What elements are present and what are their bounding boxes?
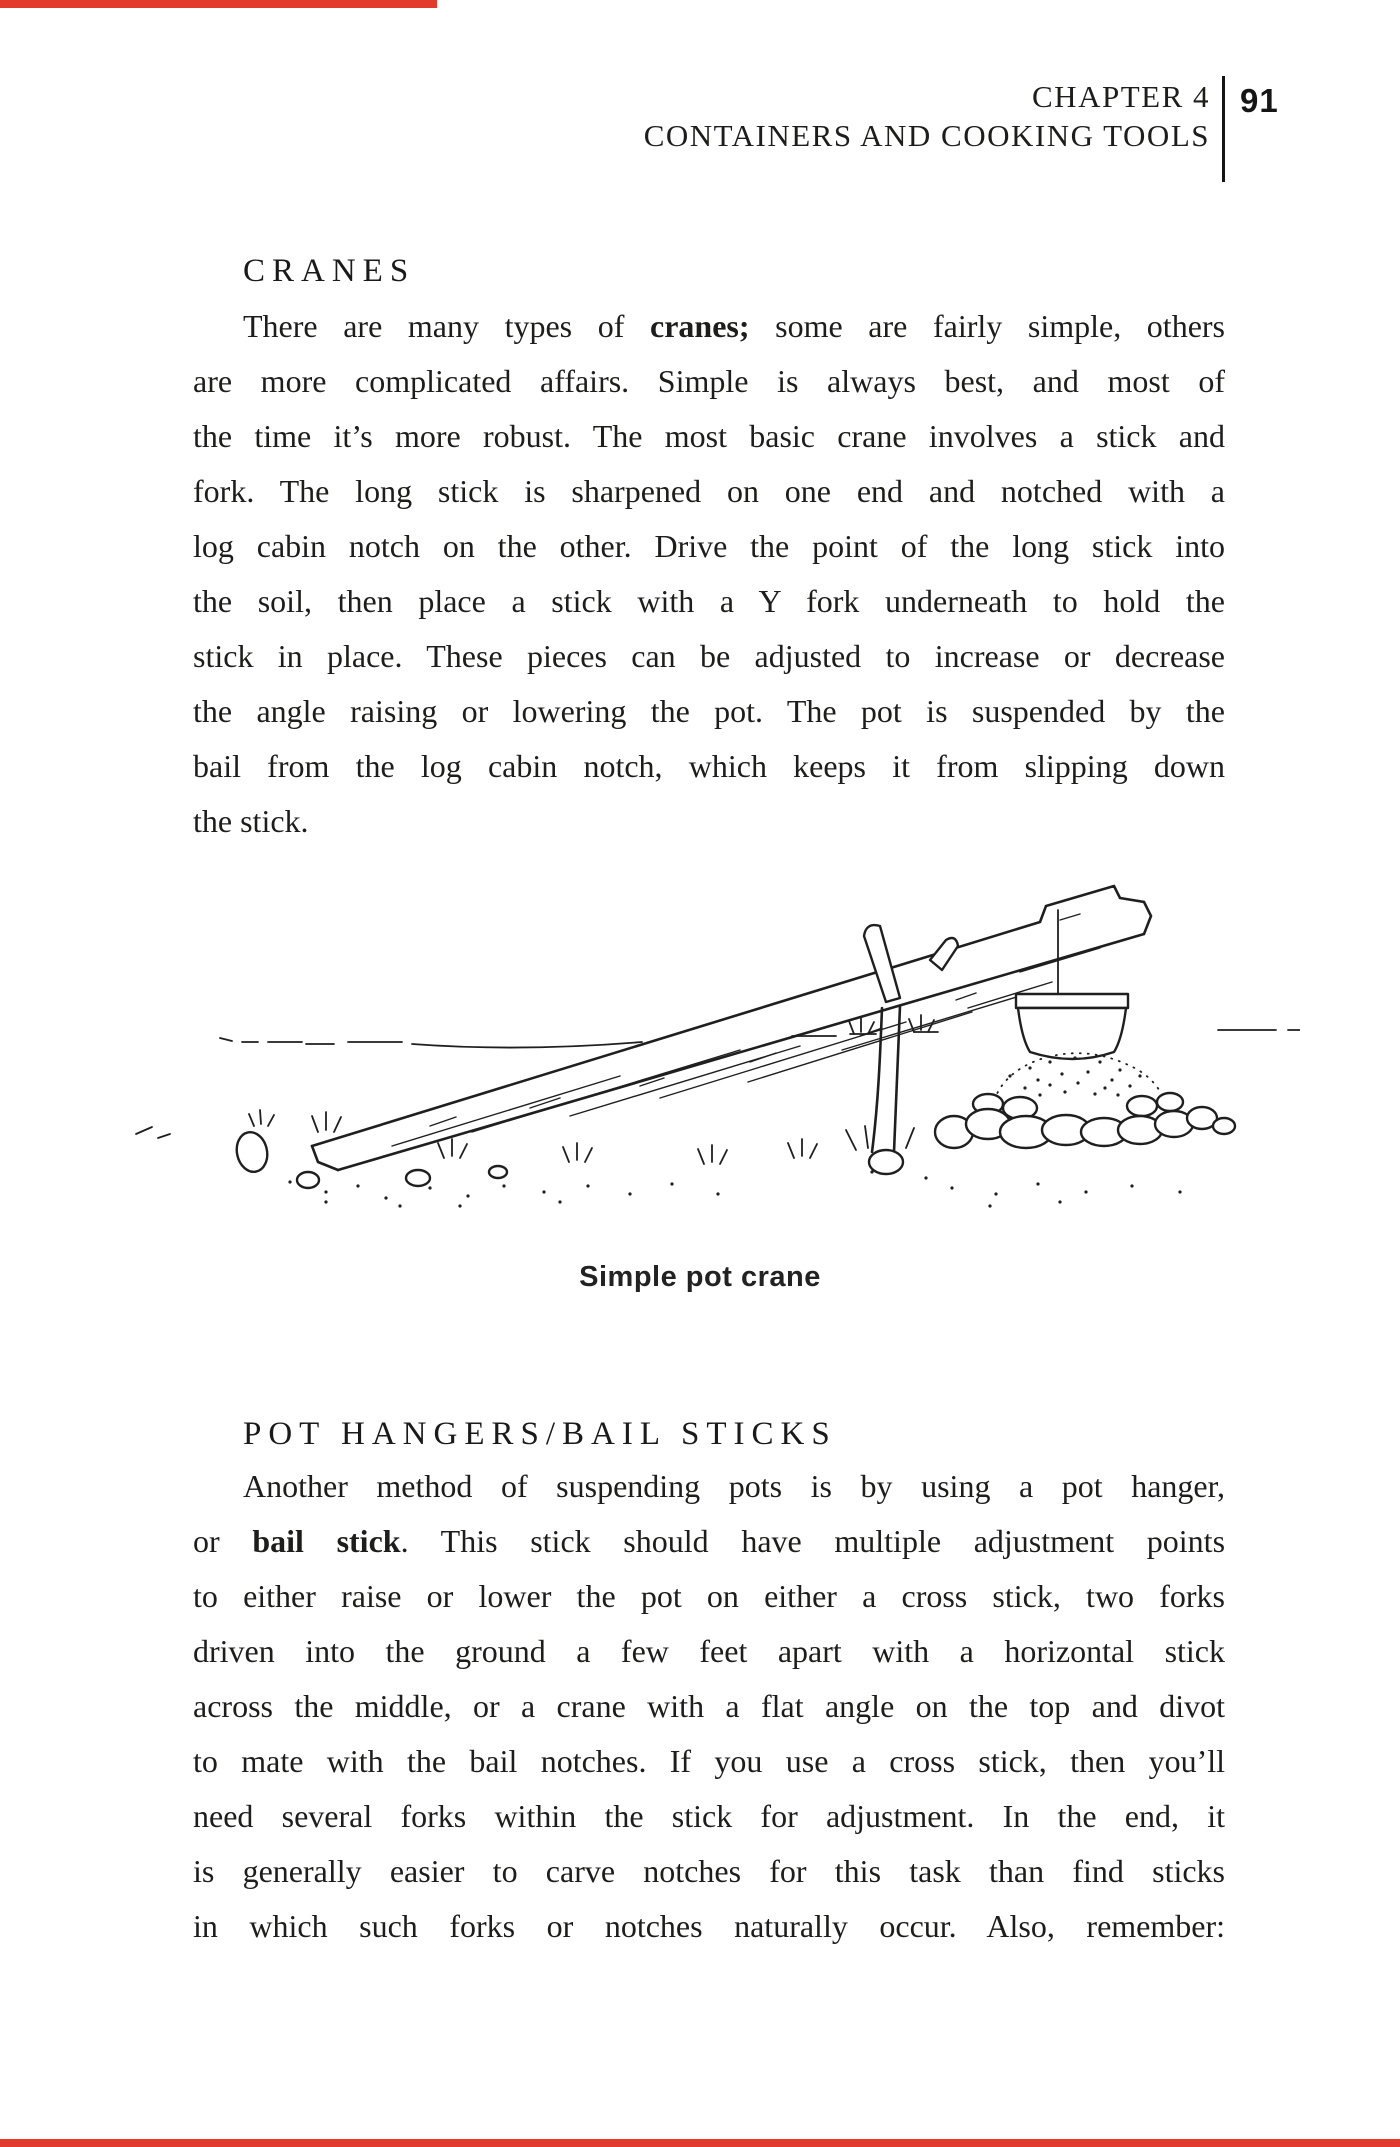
body-text-line: Another method of suspending pots is by using a pot hanger, (243, 1468, 1225, 1504)
body-text-line: There are many types of cranes; some are fairly simple, others (243, 308, 1226, 344)
section-heading-cranes: CRANES (243, 253, 416, 289)
body-text-line: bail from the log cabin notch, which keeps it from slipping down (193, 748, 1225, 784)
header-divider (1222, 76, 1225, 182)
body-text-line: the angle raising or lowering the pot. The pot is suspended by the (193, 693, 1225, 729)
body-text-line: are more complicated affairs. Simple is always best, and most of (193, 363, 1225, 399)
paragraph-cranes (193, 299, 1225, 849)
section-heading-pot-hangers: POT HANGERS/BAIL STICKS (243, 1416, 837, 1452)
body-text-line: is generally easier to carve notches for this task than find sticks (193, 1853, 1225, 1889)
body-text-line: the stick. (193, 803, 309, 839)
body-text-line: need several forks within the stick for adjustment. In the end, it (193, 1798, 1225, 1834)
body-text-line: the soil, then place a stick with a Y fork underneath to hold the (193, 583, 1225, 619)
body-text-line: to either raise or lower the pot on either a cross stick, two forks (193, 1578, 1225, 1614)
chapter-title: CONTAINERS AND COOKING TOOLS (643, 118, 1210, 153)
body-text-line: or bail stick. This stick should have multiple adjustment points (193, 1523, 1226, 1559)
body-text-line: driven into the ground a few feet apart with a horizontal stick (193, 1633, 1225, 1669)
figure-caption: Simple pot crane (579, 1261, 821, 1293)
chapter-label: CHAPTER 4 (1032, 79, 1210, 114)
pot-crane-illustration (100, 880, 1300, 1210)
page-number: 91 (1240, 82, 1279, 119)
running-head (644, 77, 1210, 155)
body-text-line: stick in place. These pieces can be adjusted to increase or decrease (193, 638, 1225, 674)
body-text-line: in which such forks or notches naturally occur. Also, remember: (193, 1908, 1225, 1944)
hanging-pot (1016, 910, 1128, 1059)
paragraph-pot-hangers (193, 1459, 1225, 1954)
page-edge-mark-top (0, 0, 437, 8)
rock-pile (935, 1093, 1235, 1148)
page-edge-mark-bottom (0, 2139, 1400, 2147)
body-text-line: across the middle, or a crane with a flat angle on the top and divot (193, 1688, 1225, 1724)
body-text-line: to mate with the bail notches. If you use a cross stick, then you’ll (193, 1743, 1225, 1779)
body-text-line: fork. The long stick is sharpened on one end and notched with a (193, 473, 1225, 509)
body-text-line: the time it’s more robust. The most basic crane involves a stick and (193, 418, 1225, 454)
body-text-line: log cabin notch on the other. Drive the point of the long stick into (193, 528, 1225, 564)
